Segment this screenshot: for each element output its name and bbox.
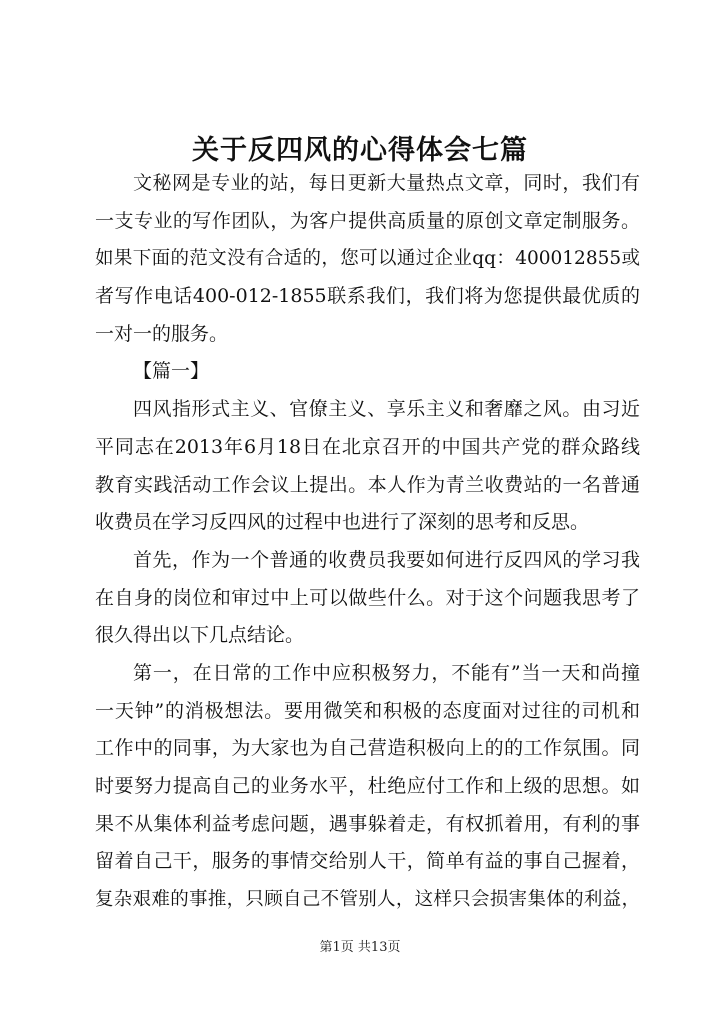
- text-line: 时要努力提高自己的业务水平，杜绝应付工作和上级的思想。如: [95, 775, 640, 797]
- text-line: 平同志在2013年6月18日在北京召开的中国共产党的群众路线: [95, 435, 640, 458]
- text-line: 首先，作为一个普通的收费员我要如何进行反四风的学习我: [133, 548, 640, 571]
- page-footer: 第1页 共13页: [319, 940, 401, 955]
- text-line: 如果下面的范文没有合适的，您可以通过企业qq：400012855或: [95, 248, 640, 270]
- text-line: 留着自己干，服务的事情交给别人干，简单有益的事自己握着，: [95, 850, 640, 873]
- text-line: 一支专业的写作团队，为客户提供高质量的原创文章定制服务。: [95, 209, 640, 232]
- text-line: 四风指形式主义、官僚主义、享乐主义和奢靡之风。由习近: [133, 398, 640, 421]
- text-line: 果不从集体利益考虑问题，遇事躲着走，有权抓着用，有利的事: [95, 812, 640, 835]
- text-line: 者写作电话400-012-1855联系我们，我们将为您提供最优质的: [95, 285, 640, 308]
- text-line: 在自身的岗位和审过中上可以做些什么。对于这个问题我思考了: [95, 586, 640, 609]
- text-line: 第一，在日常的工作中应积极努力，不能有”当一天和尚撞: [133, 661, 640, 684]
- text-line: 一对一的服务。: [95, 322, 229, 345]
- text-line: 收费员在学习反四风的过程中也进行了深刻的思考和反思。: [95, 511, 590, 534]
- text-line: 文秘网是专业的站，每日更新大量热点文章，同时，我们有: [133, 172, 640, 194]
- text-line: 工作中的同事，为大家也为自己营造积极向上的的工作氛围。同: [95, 737, 640, 760]
- document-title: 关于反四风的心得体会七篇: [192, 135, 528, 166]
- text-line: 很久得出以下几点结论。: [95, 624, 305, 647]
- text-line: 复杂艰难的事推，只顾自己不管别人，这样只会损害集体的利益，: [95, 889, 640, 911]
- text-line: 一天钟”的消极想法。要用微笑和积极的态度面对过往的司机和: [95, 699, 640, 722]
- document-body: [95, 165, 640, 919]
- text-line: 【篇一】: [133, 360, 210, 383]
- text-line: 教育实践活动工作会议上提出。本人作为青兰收费站的一名普通: [95, 473, 640, 496]
